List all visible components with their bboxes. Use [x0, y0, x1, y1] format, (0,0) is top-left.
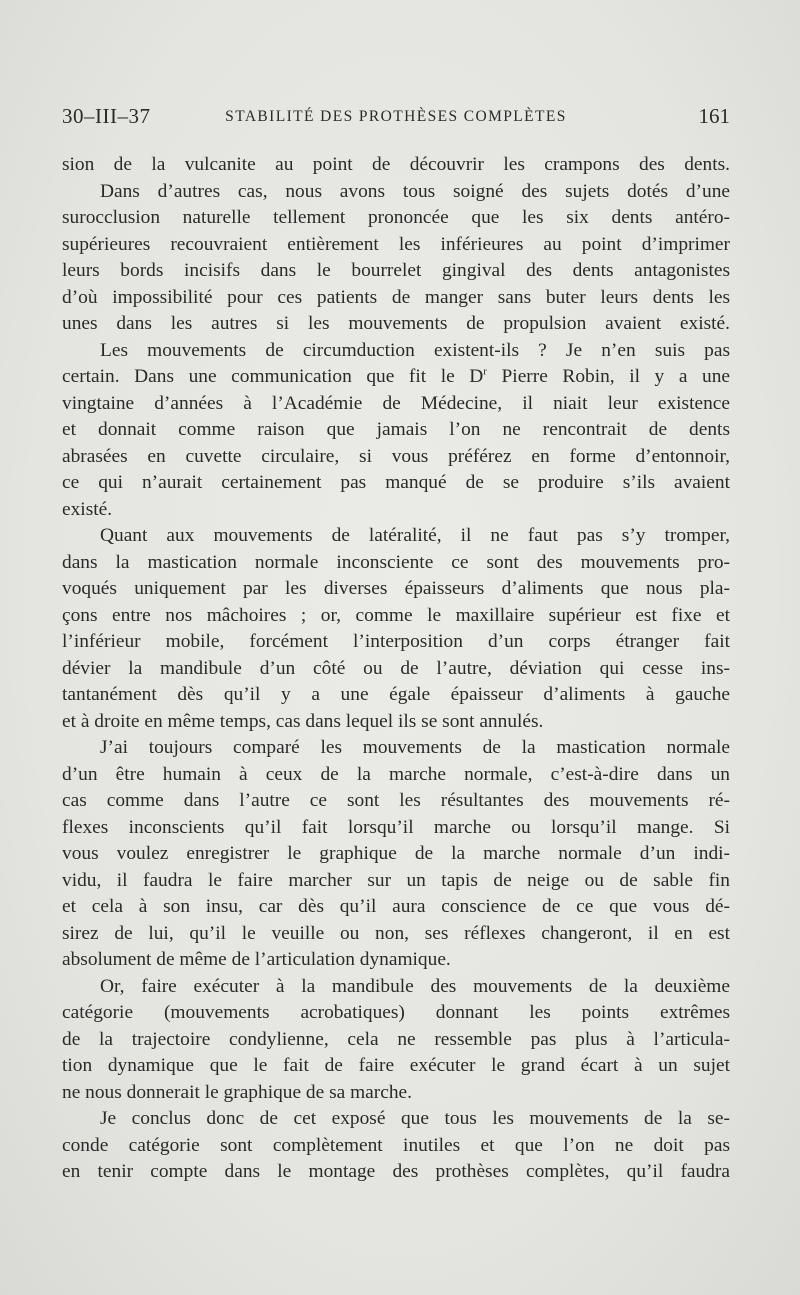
header-date: 30–III–37 [62, 104, 151, 128]
body-text [62, 152, 730, 1186]
text-line: abrasées en cuvette circulaire, si vous préférez en forme d’entonnoir, [62, 445, 730, 467]
text-line: sirez de lui, qu’il le veuille ou non, ses réflexes changeront, il en est [62, 922, 730, 944]
text-line: l’inférieur mobile, forcément l’interposition d’un corps étranger fait [62, 631, 730, 652]
text-line: Quant aux mouvements de latéralité, il ne faut pas s’y tromper, [100, 525, 730, 546]
text-line: vous voulez enregistrer le graphique de la marche normale d’un indi- [62, 843, 730, 864]
text-line: tantanément dès qu’il y a une égale épaisseur d’aliments à gauche [62, 684, 730, 705]
text-line: ne nous donnerait le graphique de sa marche. [62, 1081, 412, 1103]
text-line: sion de la vulcanite au point de découvrir les crampons des dents. [62, 154, 730, 175]
page-number: 161 [698, 104, 730, 128]
text-line: existé. [62, 498, 113, 520]
text-line: en tenir compte dans le montage des prothèses complètes, qu’il faudra [62, 1161, 730, 1182]
text-line: et cela à son insu, car dès qu’il aura conscience de ce que vous dé- [62, 896, 730, 917]
text-line: surocclusion naturelle tellement prononcée que les six dents antéro- [62, 207, 730, 228]
running-header [62, 104, 730, 132]
text-line: catégorie (mouvements acrobatiques) donnant les points extrêmes [62, 1002, 730, 1023]
text-line: çons entre nos mâchoires ; or, comme le maxillaire supérieur est fixe et [62, 604, 730, 626]
text-line: unes dans les autres si les mouvements de propulsion avaient existé. [62, 313, 730, 334]
text-line: flexes inconscients qu’il fait lorsqu’il marche ou lorsqu’il mange. Si [62, 816, 730, 838]
text-line: cas comme dans l’autre ce sont les résultantes des mouvements ré- [62, 790, 730, 811]
text-line: d’où impossibilité pour ces patients de manger sans buter leurs dents les [62, 286, 730, 308]
text-line: leurs bords incisifs dans le bourrelet gingival des dents antagonistes [62, 260, 730, 281]
text-line: tion dynamique que le fait de faire exécuter le grand écart à un sujet [62, 1055, 730, 1076]
text-line: de la trajectoire condylienne, cela ne ressemble pas plus à l’articula- [62, 1028, 730, 1050]
text-line: Je conclus donc de cet exposé que tous les mouvements de la se- [100, 1108, 730, 1129]
text-line: dans la mastication normale inconsciente ce sont des mouvements pro- [62, 551, 730, 573]
text-line: J’ai toujours comparé les mouvements de la mastication normale [100, 737, 730, 758]
text-line: conde catégorie sont complètement inutiles et que l’on ne doit pas [62, 1134, 730, 1156]
text-line: supérieures recouvraient entièrement les inférieures au point d’imprimer [62, 233, 730, 255]
text-line: Or, faire exécuter à la mandibule des mouvements de la deuxième [100, 975, 730, 997]
text-line: vingtaine d’années à l’Académie de Médecine, il niait leur existence [62, 392, 730, 414]
text-line: vidu, il faudra le faire marcher sur un tapis de neige ou de sable fin [62, 869, 730, 891]
text-line: ce qui n’aurait certainement pas manqué de se produire s’ils avaient [62, 472, 730, 493]
text-line [62, 364, 730, 391]
superscript: r [483, 365, 487, 378]
text-line: d’un être humain à ceux de la marche normale, c’est-à-dire dans un [62, 763, 730, 785]
text-segment: certain. Dans une communication que fit le D [62, 366, 484, 387]
text-segment: Pierre Robin, il y a une [486, 366, 730, 387]
text-line: et donnait comme raison que jamais l’on ne rencontrait de dents [62, 419, 730, 440]
text-line: dévier la mandibule d’un côté ou de l’autre, déviation qui cesse ins- [62, 657, 730, 679]
text-line: absolument de même de l’articulation dynamique. [62, 949, 451, 970]
text-line: voqués uniquement par les diverses épaisseurs d’aliments que nous pla- [62, 578, 730, 599]
text-line: Dans d’autres cas, nous avons tous soigné des sujets dotés d’une [100, 180, 730, 202]
text-line: Les mouvements de circumduction existent-ils ? Je n’en suis pas [100, 339, 730, 361]
text-line: et à droite en même temps, cas dans lequel ils se sont annulés. [62, 710, 544, 732]
header-title: STABILITÉ DES PROTHÈSES COMPLÈTES [225, 108, 567, 125]
